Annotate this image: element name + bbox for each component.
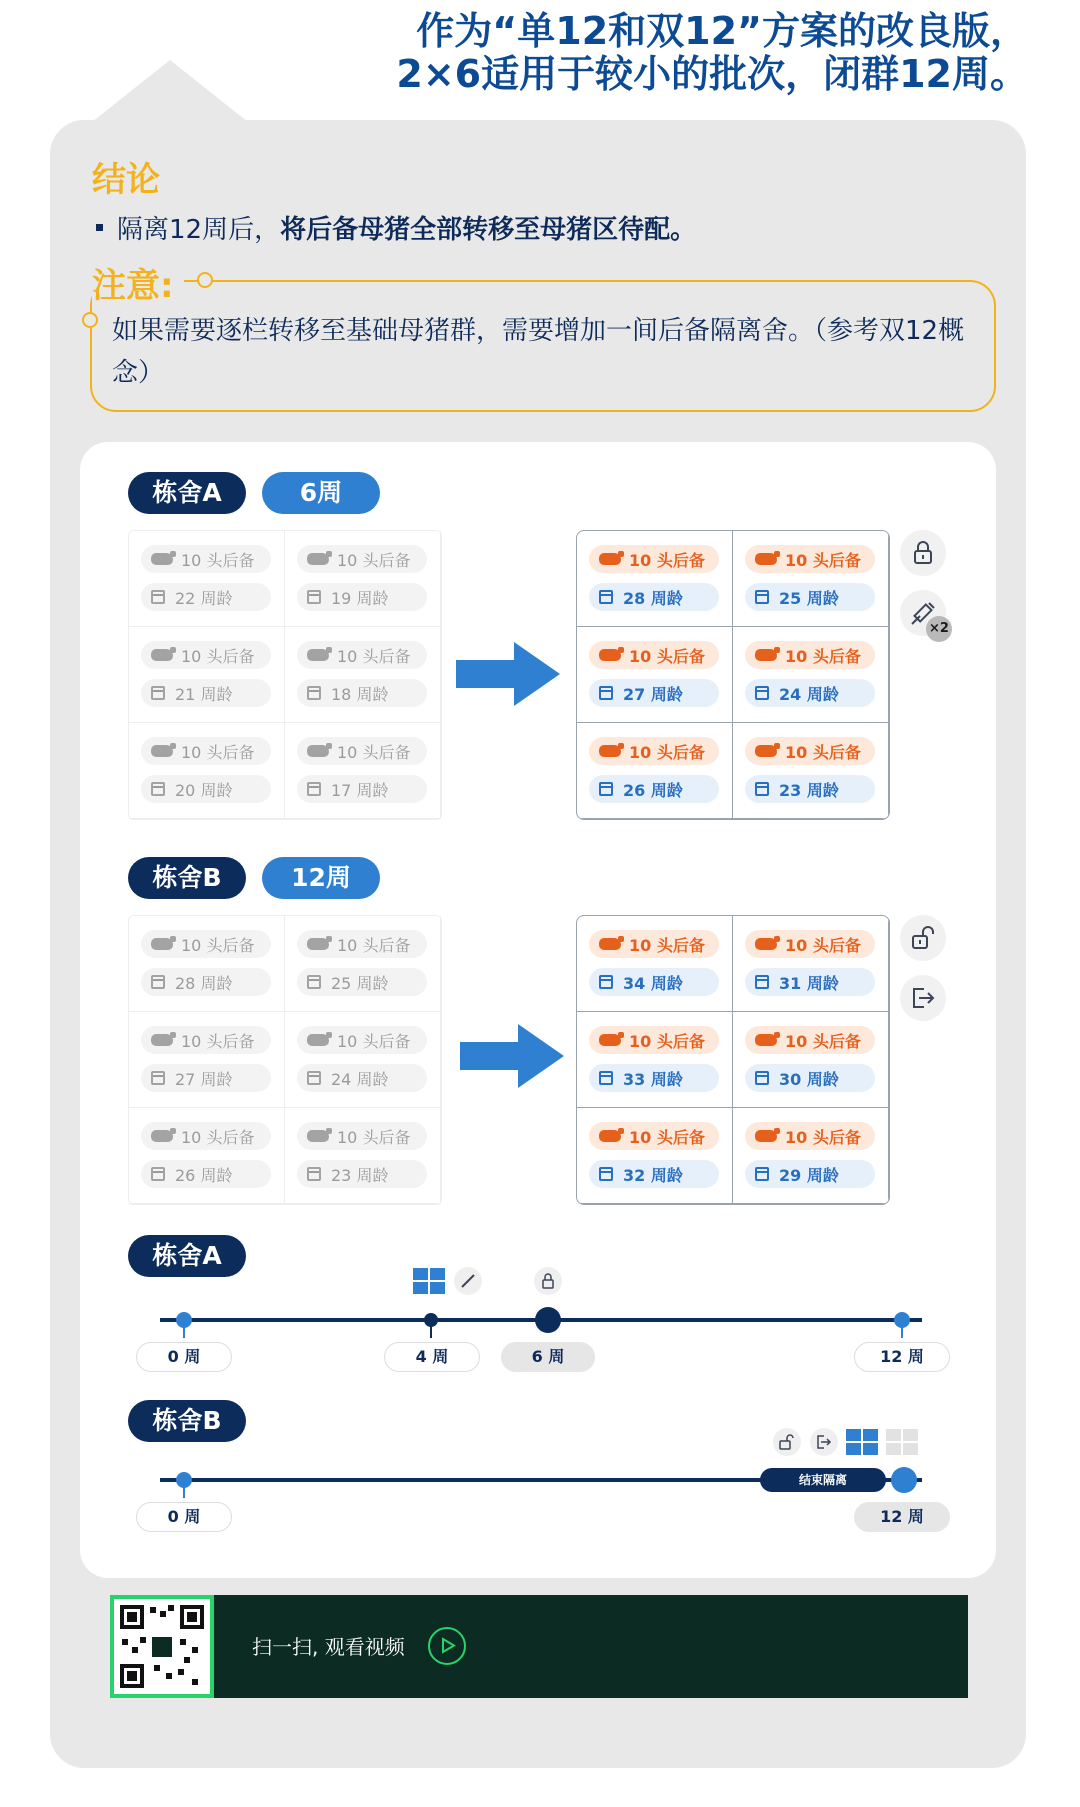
calendar-icon xyxy=(307,686,321,700)
pen-cell xyxy=(129,1012,285,1108)
gilt-age-text: 28 周龄 xyxy=(623,588,683,608)
gilt-count-text: 10 头后备 xyxy=(337,935,411,955)
gilt-age-text: 24 周龄 xyxy=(779,684,839,704)
pig-icon xyxy=(599,553,621,565)
pen-cell xyxy=(577,531,733,627)
pig-icon xyxy=(755,553,777,565)
gilt-count xyxy=(297,641,427,669)
gilt-count xyxy=(141,737,271,765)
gilt-age-text: 25 周龄 xyxy=(779,588,839,608)
conclusion-title: 结论 xyxy=(92,160,160,200)
pig-icon xyxy=(307,938,329,950)
gilt-count-text: 10 头后备 xyxy=(181,550,255,570)
timeline-b-label-0: 0 周 xyxy=(136,1502,232,1532)
multiplier-badge: ×2 xyxy=(926,616,952,642)
gilt-count xyxy=(589,1026,719,1054)
gilt-age xyxy=(589,968,719,996)
gilt-age xyxy=(589,583,719,611)
pen-grid-icon xyxy=(413,1268,445,1294)
timeline-a-label: 栋舍A xyxy=(128,1235,246,1277)
gilt-age xyxy=(297,1160,427,1188)
gilt-age xyxy=(141,583,271,611)
calendar-icon xyxy=(599,782,613,796)
calendar-icon xyxy=(755,975,769,989)
barn-b-after-grid xyxy=(576,915,890,1205)
gilt-count-text: 10 头后备 xyxy=(337,646,411,666)
pen-grid-icon xyxy=(846,1429,878,1455)
video-footer[interactable] xyxy=(110,1595,968,1698)
gilt-count-text: 10 头后备 xyxy=(337,742,411,762)
gilt-age-text: 17 周龄 xyxy=(331,780,389,800)
barn-a-before-grid xyxy=(128,530,442,820)
lock-icon[interactable] xyxy=(900,530,946,576)
pig-icon xyxy=(307,553,329,565)
calendar-icon xyxy=(307,1071,321,1085)
conclusion-text xyxy=(96,209,696,246)
timeline-b-label-12: 12 周 xyxy=(854,1502,950,1532)
pig-icon xyxy=(151,553,173,565)
pig-icon xyxy=(755,1130,777,1142)
pen-cell xyxy=(577,627,733,723)
timeline-a-tick xyxy=(183,1324,185,1338)
pig-icon xyxy=(599,745,621,757)
calendar-icon xyxy=(307,1167,321,1181)
gilt-count xyxy=(297,1122,427,1150)
gilt-age xyxy=(297,775,427,803)
gilt-age xyxy=(589,1160,719,1188)
gilt-age xyxy=(589,1064,719,1092)
barn-b-weeks: 12周 xyxy=(262,857,380,899)
pen-cell xyxy=(733,627,889,723)
gilt-count-text: 10 头后备 xyxy=(629,646,705,666)
gilt-age-text: 34 周龄 xyxy=(623,973,683,993)
gilt-count xyxy=(589,641,719,669)
pig-icon xyxy=(307,1034,329,1046)
calendar-icon xyxy=(755,1071,769,1085)
gilt-count-text: 10 头后备 xyxy=(629,935,705,955)
calendar-icon xyxy=(307,975,321,989)
timeline-a-label-0: 0 周 xyxy=(136,1342,232,1372)
note-title: 注意: xyxy=(92,258,184,307)
pen-cell xyxy=(285,531,441,627)
gilt-count-text: 10 头后备 xyxy=(337,1127,411,1147)
pig-icon xyxy=(151,1130,173,1142)
gilt-count-text: 10 头后备 xyxy=(337,1031,411,1051)
gilt-age xyxy=(745,1160,875,1188)
arrow-right-icon xyxy=(460,1024,564,1088)
calendar-icon xyxy=(599,686,613,700)
pig-icon xyxy=(755,745,777,757)
bullet-icon xyxy=(96,224,103,231)
pen-cell xyxy=(733,531,889,627)
gilt-count-text: 10 头后备 xyxy=(337,550,411,570)
gilt-count xyxy=(589,737,719,765)
conclusion-prefix: 隔离12周后， xyxy=(117,215,281,245)
note-circle-icon-left xyxy=(82,312,98,328)
gilt-age-text: 23 周龄 xyxy=(779,780,839,800)
gilt-count xyxy=(141,641,271,669)
gilt-count-text: 10 头后备 xyxy=(785,935,861,955)
gilt-age xyxy=(141,968,271,996)
calendar-icon xyxy=(755,1167,769,1181)
gilt-count xyxy=(589,545,719,573)
gilt-count-text: 10 头后备 xyxy=(629,550,705,570)
timeline-a-label-12: 12 周 xyxy=(854,1342,950,1372)
pen-cell xyxy=(129,531,285,627)
gilt-count xyxy=(745,737,875,765)
gilt-age xyxy=(141,679,271,707)
watch-video-text: 扫一扫, 观看视频 xyxy=(252,1635,405,1659)
gilt-count xyxy=(745,1122,875,1150)
gilt-age-text: 28 周龄 xyxy=(175,973,233,993)
unlock-icon[interactable] xyxy=(900,915,946,961)
pig-icon xyxy=(151,938,173,950)
gilt-age-text: 20 周龄 xyxy=(175,780,233,800)
pen-cell xyxy=(285,1108,441,1204)
calendar-icon xyxy=(599,590,613,604)
gilt-age xyxy=(141,775,271,803)
calendar-icon xyxy=(151,686,165,700)
gilt-count xyxy=(745,1026,875,1054)
pig-icon xyxy=(307,1130,329,1142)
gilt-count-text: 10 头后备 xyxy=(785,1031,861,1051)
barn-a-after-grid xyxy=(576,530,890,820)
gilt-count-text: 10 头后备 xyxy=(785,550,861,570)
pen-cell xyxy=(129,916,285,1012)
gilt-count-text: 10 头后备 xyxy=(181,742,255,762)
gilt-count-text: 10 头后备 xyxy=(181,1031,255,1051)
pig-icon xyxy=(307,649,329,661)
headline-line-1: 作为“单12和双12”方案的改良版， xyxy=(416,9,1028,53)
gilt-age xyxy=(297,1064,427,1092)
pen-cell xyxy=(285,723,441,819)
gilt-count xyxy=(297,545,427,573)
gilt-age-text: 24 周龄 xyxy=(331,1069,389,1089)
gilt-age-text: 27 周龄 xyxy=(175,1069,233,1089)
headline xyxy=(396,10,1028,96)
gilt-count-text: 10 头后备 xyxy=(181,646,255,666)
calendar-icon xyxy=(755,686,769,700)
gilt-count xyxy=(141,1122,271,1150)
gilt-age xyxy=(745,1064,875,1092)
pen-cell xyxy=(285,627,441,723)
gilt-count xyxy=(745,641,875,669)
gilt-age-text: 31 周龄 xyxy=(779,973,839,993)
pen-cell xyxy=(129,627,285,723)
timeline-b-tick xyxy=(183,1484,185,1498)
barn-b-label: 栋舍B xyxy=(128,857,246,899)
play-icon[interactable] xyxy=(428,1627,466,1665)
gilt-count xyxy=(297,930,427,958)
pen-cell xyxy=(733,1012,889,1108)
gilt-count-text: 10 头后备 xyxy=(181,935,255,955)
pen-cell xyxy=(129,1108,285,1204)
end-isolation-badge: 结束隔离 xyxy=(760,1468,886,1492)
pig-icon xyxy=(755,649,777,661)
pen-cell xyxy=(577,1108,733,1204)
calendar-icon xyxy=(307,782,321,796)
barn-b-before-grid xyxy=(128,915,442,1205)
gilt-count xyxy=(141,1026,271,1054)
gilt-age-text: 27 周龄 xyxy=(623,684,683,704)
timeline-a-tick xyxy=(430,1324,432,1338)
gilt-age-text: 26 周龄 xyxy=(623,780,683,800)
gilt-age-text: 25 周龄 xyxy=(331,973,389,993)
timeline-a-tick xyxy=(901,1324,903,1338)
qr-code-icon[interactable] xyxy=(110,1595,214,1698)
gilt-count xyxy=(141,545,271,573)
pig-icon xyxy=(599,938,621,950)
pig-icon xyxy=(599,1130,621,1142)
gilt-age-text: 32 周龄 xyxy=(623,1165,683,1185)
barn-a-weeks: 6周 xyxy=(262,472,380,514)
pig-icon xyxy=(755,938,777,950)
timeline-a-label-4: 4 周 xyxy=(384,1342,480,1372)
gilt-age xyxy=(297,679,427,707)
gilt-count xyxy=(589,930,719,958)
gilt-age-text: 33 周龄 xyxy=(623,1069,683,1089)
pen-cell xyxy=(285,916,441,1012)
pen-cell xyxy=(285,1012,441,1108)
pig-icon xyxy=(151,1034,173,1046)
gilt-age xyxy=(745,679,875,707)
gilt-age-text: 23 周龄 xyxy=(331,1165,389,1185)
timeline-a-dot-6 xyxy=(535,1307,561,1333)
calendar-icon xyxy=(755,782,769,796)
calendar-icon xyxy=(307,590,321,604)
pen-cell xyxy=(577,1012,733,1108)
calendar-icon xyxy=(151,590,165,604)
gilt-age-text: 30 周龄 xyxy=(779,1069,839,1089)
timeline-a-label-6: 6 周 xyxy=(501,1342,595,1372)
gilt-age-text: 26 周龄 xyxy=(175,1165,233,1185)
gilt-age xyxy=(745,968,875,996)
timeline-b-dot-12 xyxy=(891,1467,917,1493)
gilt-count-text: 10 头后备 xyxy=(629,1127,705,1147)
unlock-small-icon xyxy=(773,1428,801,1456)
calendar-icon xyxy=(755,590,769,604)
gilt-age xyxy=(141,1064,271,1092)
gilt-age-text: 19 周龄 xyxy=(331,588,389,608)
pig-icon xyxy=(599,1034,621,1046)
gilt-count xyxy=(297,1026,427,1054)
headline-line-2: 2×6适用于较小的批次，闭群12周。 xyxy=(396,52,1028,96)
pig-icon xyxy=(151,649,173,661)
gilt-age-text: 21 周龄 xyxy=(175,684,233,704)
calendar-icon xyxy=(151,782,165,796)
gilt-age xyxy=(589,775,719,803)
gilt-age xyxy=(589,679,719,707)
conclusion-bold: 将后备母猪全部转移至母猪区待配。 xyxy=(280,215,697,245)
lock-small-icon xyxy=(534,1267,562,1295)
pen-cell xyxy=(733,916,889,1012)
pig-icon xyxy=(151,745,173,757)
arrow-right-icon xyxy=(456,642,560,706)
gilt-count xyxy=(141,930,271,958)
pen-cell xyxy=(733,723,889,819)
gilt-age xyxy=(745,583,875,611)
gilt-count xyxy=(297,737,427,765)
card-tab xyxy=(92,60,248,122)
gilt-count-text: 10 头后备 xyxy=(785,742,861,762)
gilt-age-text: 18 周龄 xyxy=(331,684,389,704)
exit-small-icon xyxy=(810,1428,838,1456)
exit-icon[interactable] xyxy=(900,975,946,1021)
gilt-count-text: 10 头后备 xyxy=(629,1031,705,1051)
calendar-icon xyxy=(599,1167,613,1181)
gilt-count xyxy=(589,1122,719,1150)
empty-pen-grid-icon xyxy=(886,1429,918,1455)
pen-cell xyxy=(577,723,733,819)
syringe-icon[interactable] xyxy=(900,590,949,636)
gilt-age-text: 22 周龄 xyxy=(175,588,233,608)
gilt-age xyxy=(745,775,875,803)
gilt-count-text: 10 头后备 xyxy=(181,1127,255,1147)
pig-icon xyxy=(307,745,329,757)
barn-a-label: 栋舍A xyxy=(128,472,246,514)
pen-cell xyxy=(577,916,733,1012)
calendar-icon xyxy=(151,975,165,989)
gilt-count-text: 10 头后备 xyxy=(629,742,705,762)
calendar-icon xyxy=(151,1167,165,1181)
gilt-age xyxy=(297,583,427,611)
gilt-count xyxy=(745,545,875,573)
gilt-age xyxy=(297,968,427,996)
note-circle-icon xyxy=(197,272,213,288)
pen-cell xyxy=(129,723,285,819)
gilt-count xyxy=(745,930,875,958)
gilt-age-text: 29 周龄 xyxy=(779,1165,839,1185)
note-text: 如果需要逐栏转移至基础母猪群，需要增加一间后备隔离舍。（参考双12概念） xyxy=(112,316,965,388)
gilt-age xyxy=(141,1160,271,1188)
gilt-count-text: 10 头后备 xyxy=(785,1127,861,1147)
timeline-b-label: 栋舍B xyxy=(128,1400,246,1442)
calendar-icon xyxy=(599,975,613,989)
gilt-count-text: 10 头后备 xyxy=(785,646,861,666)
pig-icon xyxy=(755,1034,777,1046)
pig-icon xyxy=(599,649,621,661)
syringe-small-icon xyxy=(454,1267,482,1295)
calendar-icon xyxy=(151,1071,165,1085)
pen-cell xyxy=(733,1108,889,1204)
calendar-icon xyxy=(599,1071,613,1085)
